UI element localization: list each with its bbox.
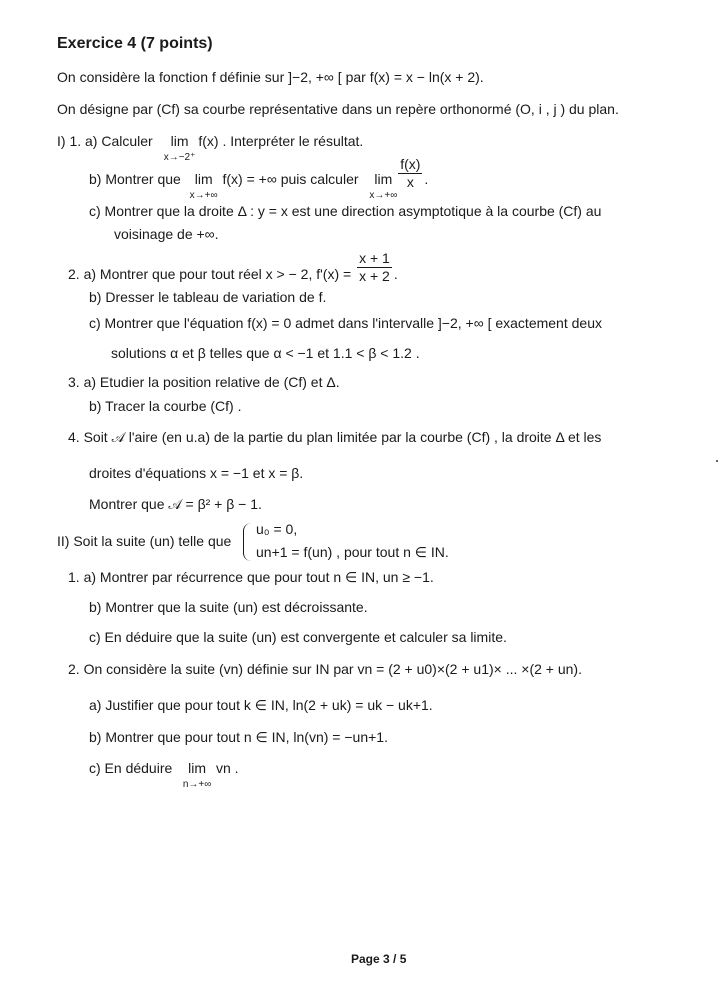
limit-fx-over-x — [369, 170, 398, 202]
limit-n-to-inf — [182, 759, 212, 790]
q1a-label: I) 1. a) Calculer — [57, 133, 153, 149]
question-II-2: 2. On considère la suite (vn) définie sur IN par vn = (2 + u0)×(2 + u1)× ... ×(2 + un). — [68, 661, 582, 677]
question-4-show: Montrer que 𝒜 = β² + β − 1. — [89, 496, 262, 512]
sequence-recurrence: un+1 = f(un) , pour tout n ∈ IN. — [256, 544, 449, 560]
frac-denominator: x — [406, 174, 414, 190]
frac-numerator: x + 1 — [359, 250, 390, 266]
question-II-1a: 1. a) Montrer par récurrence que pour tout n ∈ IN, un ≥ −1. — [68, 569, 434, 585]
lim-subscript: n→+∞ — [182, 779, 212, 790]
question-II-1b: b) Montrer que la suite (un) est décroissante. — [89, 599, 368, 615]
lim-subscript: x→−2⁺ — [163, 152, 196, 163]
limit-x-to-minus2 — [163, 132, 196, 163]
lim-subscript: x→+∞ — [369, 190, 398, 202]
intro-line-2: On désigne par (Cf) sa courbe représentative dans un repère orthonormé (O, i , j ) du plan. — [57, 101, 619, 117]
lim-word: lim — [188, 760, 207, 776]
fraction-fx-over-x — [398, 156, 422, 191]
question-1c: c) Montrer que la droite Δ : y = x est une direction asymptotique à la courbe (Cf) au — [89, 203, 602, 219]
question-II-2a: a) Justifier que pour tout k ∈ IN, ln(2 + uk) = uk − uk+1. — [89, 697, 433, 713]
question-2a: 2. a) Montrer que pour tout réel x > − 2, f'(x) = $\frac{x + 1}{x + 2}$ . — [68, 250, 398, 284]
exercise-title: Exercice 4 (7 points) — [57, 35, 213, 52]
fraction-derivative — [357, 250, 392, 285]
q2a-text: 2. a) Montrer que pour tout réel x > − 2, f'(x) = — [68, 266, 352, 283]
q1a-text: f(x) . Interpréter le résultat. — [198, 133, 364, 149]
lim-word: lim — [170, 133, 189, 149]
lim-word: lim — [374, 171, 393, 188]
question-4-cont: droites d'équations x = −1 et x = β. — [89, 465, 304, 481]
q1b-label: b) Montrer que — [89, 171, 181, 188]
question-4: 4. Soit 𝒜 l'aire (en u.a) de la partie du plan limitée par la courbe (Cf) , la droite Δ et les — [68, 429, 602, 445]
q2c-label: c) En déduire — [89, 760, 173, 776]
question-1a — [57, 132, 364, 163]
question-II-2c — [89, 759, 239, 790]
limit-x-to-inf — [189, 170, 218, 202]
intro-line-1: On considère la fonction f définie sur ]−2, +∞ [ par f(x) = x − ln(x + 2). — [57, 69, 484, 85]
lim-subscript: x→+∞ — [189, 190, 218, 202]
q1b-mid: f(x) = +∞ puis calculer — [222, 171, 359, 188]
question-3a: 3. a) Etudier la position relative de (Cf) et Δ. — [68, 374, 340, 390]
scan-speck — [716, 460, 718, 462]
system-brace — [243, 523, 252, 561]
question-2b: b) Dresser le tableau de variation de f. — [89, 289, 327, 305]
question-2c: c) Montrer que l'équation f(x) = 0 admet dans l'intervalle ]−2, +∞ [ exactement deux — [89, 315, 602, 331]
question-3b: b) Tracer la courbe (Cf) . — [89, 398, 242, 414]
question-II-2b: b) Montrer que pour tout n ∈ IN, ln(vn) = −un+1. — [89, 729, 388, 745]
question-1b: b) Montrer que lim x→+∞ f(x) = +∞ puis calculer lim x→+∞ $\frac{f(x)}{x}$ . — [89, 170, 428, 191]
question-II-1c: c) En déduire que la suite (un) est convergente et calculer sa limite. — [89, 629, 507, 645]
frac-numerator: f(x) — [400, 156, 421, 172]
question-1c-cont: voisinage de +∞. — [114, 226, 219, 242]
question-2c-cont: solutions α et β telles que α < −1 et 1.1 < β < 1.2 . — [111, 345, 420, 361]
part-2-intro: II) Soit la suite (un) telle que — [57, 533, 232, 549]
frac-denominator: x + 2 — [359, 268, 390, 284]
q2c-post: vn . — [215, 760, 239, 776]
sequence-init: u₀ = 0, — [256, 521, 298, 537]
lim-word: lim — [194, 171, 213, 188]
page-number: Page 3 / 5 — [351, 952, 407, 966]
